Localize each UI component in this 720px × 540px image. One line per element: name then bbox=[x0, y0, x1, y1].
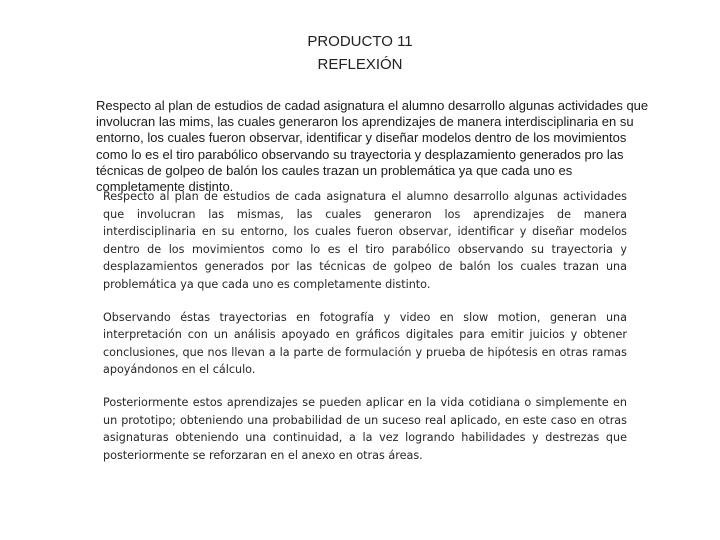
page-title: PRODUCTO 11 bbox=[307, 33, 413, 50]
page-header bbox=[0, 30, 720, 76]
scanned-paragraph-2: Observando éstas trayectorias en fotografía y video en slow motion, generan una interpretación con un análisis apoyado en gráficos digitales para emitir juicios y obtener conclusiones, que nos llevan a la parte de formulación y prueba de hipótesis en otras ramas apoyándonos en el cálculo. bbox=[103, 310, 627, 377]
scanned-document-image bbox=[103, 188, 627, 464]
scanned-paragraph-3: Posteriormente estos aprendizajes se pueden aplicar en la vida cotidiana o simplemente en un prototipo; obteniendo una probabilidad de un suceso real aplicado, en este caso en otras asignaturas obteniendo una continuidad, a la vez logrando habilidades y destrezas que posteriormente se reforzaran en el anexo en otras áreas. bbox=[103, 395, 627, 462]
page-subtitle: REFLEXIÓN bbox=[317, 56, 403, 73]
overlay-paragraph: Respecto al plan de estudios de cadad asignatura el alumno desarrollo algunas actividades que involucran las mims, las cuales generaron los aprendizajes de manera interdisciplinaria en su entorno, los cuales fueron observar, identificar y diseñar modelos dentro de los movimientos como lo es el tiro parabólico observando su trayectoria y desplazamiento generados pro las técnicas de golpeo de balón los caules trazan un problemática ya que cada uno es completamente distinto. bbox=[96, 98, 649, 195]
scanned-paragraph-1: Respecto al plan de estudios de cada asignatura el alumno desarrollo algunas actividades que involucran las mismas, las cuales generaron los aprendizajes de manera interdisciplinaria en su entorno, los cuales fueron observar, identificar y diseñar modelos dentro de los movimientos como lo es el tiro parabólico observando su trayectoria y desplazamientos generados por las técnicas de golpeo de balón los cuales trazan una problemática ya que cada uno es completamente distinto. bbox=[103, 190, 627, 291]
